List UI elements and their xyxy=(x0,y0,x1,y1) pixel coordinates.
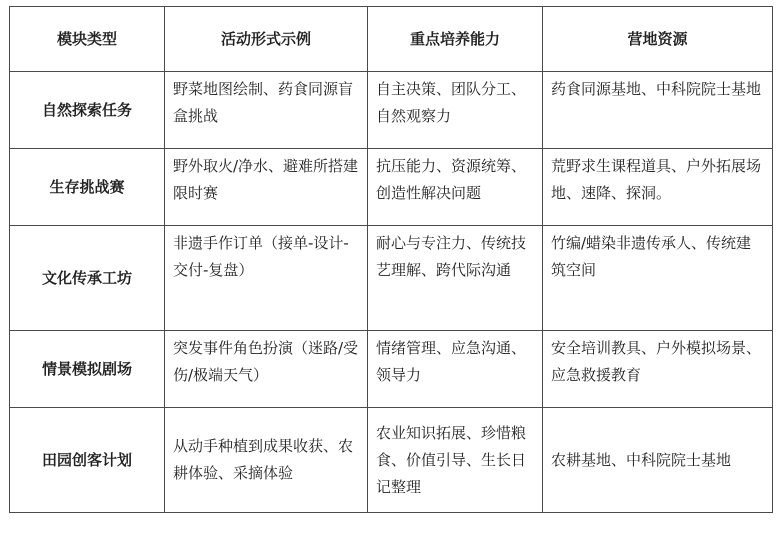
module-type-cell: 情景模拟剧场 xyxy=(10,331,165,408)
table-row xyxy=(10,408,773,513)
activity-cell: 非遗手作订单（接单-设计-交付-复盘） xyxy=(165,226,368,331)
table-row xyxy=(10,149,773,226)
resource-cell: 竹编/蜡染非遗传承人、传统建筑空间 xyxy=(543,226,773,331)
table-row xyxy=(10,226,773,331)
ability-cell: 耐心与专注力、传统技艺理解、跨代际沟通 xyxy=(368,226,543,331)
ability-cell: 抗压能力、资源统筹、创造性解决问题 xyxy=(368,149,543,226)
table-row xyxy=(10,331,773,408)
ability-cell: 情绪管理、应急沟通、领导力 xyxy=(368,331,543,408)
header-key-ability: 重点培养能力 xyxy=(368,7,543,72)
header-activity-example: 活动形式示例 xyxy=(165,7,368,72)
resource-cell: 安全培训教具、户外模拟场景、应急救援教育 xyxy=(543,331,773,408)
resource-cell: 农耕基地、中科院院士基地 xyxy=(543,408,773,513)
module-type-cell: 文化传承工坊 xyxy=(10,226,165,331)
activity-cell: 野菜地图绘制、药食同源盲盒挑战 xyxy=(165,72,368,149)
module-type-cell: 生存挑战赛 xyxy=(10,149,165,226)
table-header-row xyxy=(10,7,773,72)
activity-module-table xyxy=(9,6,773,513)
header-camp-resource: 营地资源 xyxy=(543,7,773,72)
resource-cell: 荒野求生课程道具、户外拓展场地、速降、探洞。 xyxy=(543,149,773,226)
ability-cell: 自主决策、团队分工、自然观察力 xyxy=(368,72,543,149)
module-type-cell: 田园创客计划 xyxy=(10,408,165,513)
module-type-cell: 自然探索任务 xyxy=(10,72,165,149)
resource-cell: 药食同源基地、中科院院士基地 xyxy=(543,72,773,149)
table-container xyxy=(9,6,773,513)
ability-cell: 农业知识拓展、珍惜粮食、价值引导、生长日记整理 xyxy=(368,408,543,513)
table-row xyxy=(10,72,773,149)
activity-cell: 野外取火/净水、避难所搭建限时赛 xyxy=(165,149,368,226)
header-module-type: 模块类型 xyxy=(10,7,165,72)
activity-cell: 突发事件角色扮演（迷路/受伤/极端天气） xyxy=(165,331,368,408)
activity-cell: 从动手种植到成果收获、农耕体验、采摘体验 xyxy=(165,408,368,513)
